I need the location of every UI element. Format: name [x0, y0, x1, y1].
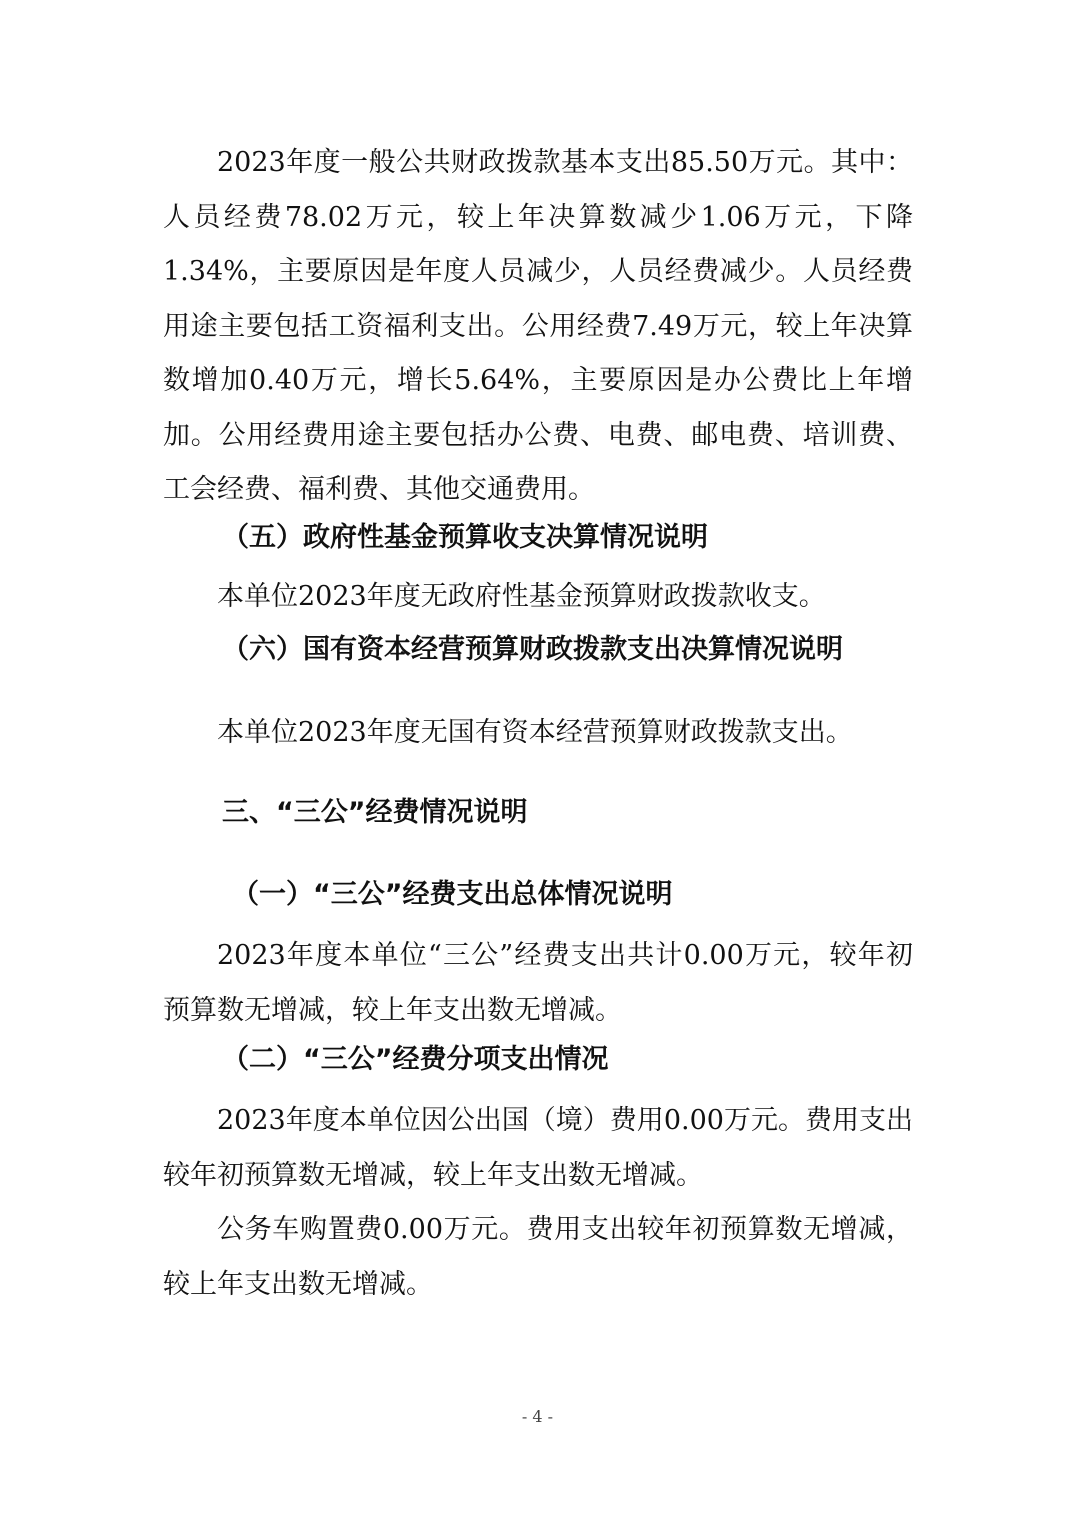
paragraph-overseas-travel: 2023年度本单位因公出国（境）费用0.00万元。费用支出较年初预算数无增减，较上年支出数无增减。	[163, 1105, 913, 1191]
page-number: - 4 -	[521, 1407, 554, 1426]
heading-state-capital: （六）国有资本经营预算财政拨款支出决算情况说明	[222, 634, 843, 665]
paragraph-no-state-capital: 本单位2023年度无国有资本经营预算财政拨款支出。	[217, 717, 853, 748]
paragraph-no-government-fund: 本单位2023年度无政府性基金预算财政拨款收支。	[217, 581, 826, 612]
heading-three-public-expenses: 三、“三公”经费情况说明	[222, 797, 528, 828]
heading-three-public-overall: （一）“三公”经费支出总体情况说明	[232, 879, 673, 910]
heading-three-public-itemized: （二）“三公”经费分项支出情况	[222, 1044, 609, 1075]
paragraph-three-public-total: 2023年度本单位“三公”经费支出共计0.00万元，较年初预算数无增减，较上年支出数无增减。	[163, 940, 913, 1026]
paragraph-vehicle-purchase: 公务车购置费0.00万元。费用支出较年初预算数无增减，较上年支出数无增减。	[163, 1214, 913, 1300]
heading-government-fund: （五）政府性基金预算收支决算情况说明	[222, 522, 708, 553]
paragraph-basic-expenditure: 2023年度一般公共财政拨款基本支出85.50万元。其中：人员经费78.02万元，较上年决算数减少1.06万元，下降1.34%，主要原因是年度人员减少，人员经费减少。人员经费用途主要包括工资福利支出。公用经费7.49万元，较上年决算数增加0.40万元，增长5.64%，主要原因是办公费比上年增加。公用经费用途主要包括办公费、电费、邮电费、培训费、工会经费、福利费、其他交通费用。	[163, 147, 913, 505]
